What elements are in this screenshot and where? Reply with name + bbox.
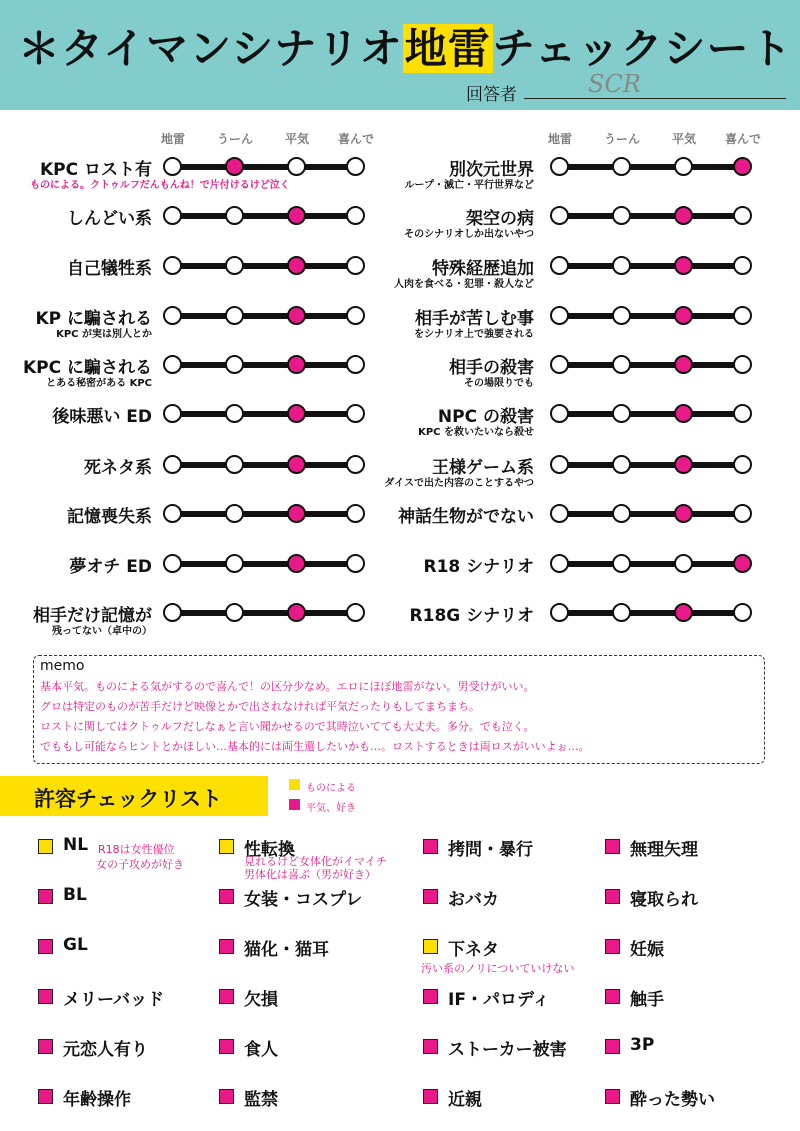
rating-dot[interactable] bbox=[163, 355, 182, 374]
rating-dot[interactable] bbox=[163, 603, 182, 622]
rating-track bbox=[173, 411, 356, 417]
checklist-title: 許容チェックリスト bbox=[34, 787, 222, 811]
title-suffix: チェックシート bbox=[492, 24, 793, 73]
rating-dot[interactable] bbox=[163, 504, 182, 523]
checklist-item-label: IF・パロディ bbox=[448, 990, 550, 1010]
rating-dot[interactable] bbox=[225, 455, 244, 474]
checklist-item-label: 近親 bbox=[448, 1090, 482, 1110]
rating-dot[interactable] bbox=[163, 455, 182, 474]
title-highlight: 地雷 bbox=[404, 24, 491, 73]
checklist-checkbox[interactable] bbox=[605, 1089, 620, 1104]
checklist-checkbox[interactable] bbox=[219, 1039, 234, 1054]
rating-dot[interactable] bbox=[163, 306, 182, 325]
rating-dot[interactable] bbox=[287, 455, 306, 474]
rating-track bbox=[560, 213, 743, 219]
rating-dot[interactable] bbox=[612, 504, 631, 523]
rating-dot[interactable] bbox=[733, 504, 752, 523]
rating-dot[interactable] bbox=[612, 355, 631, 374]
rating-dot[interactable] bbox=[287, 306, 306, 325]
checklist-checkbox[interactable] bbox=[38, 889, 53, 904]
checklist-item-label: 酔った勢い bbox=[630, 1090, 715, 1110]
checklist-item-label: 寝取られ bbox=[630, 890, 698, 910]
rating-row-label: 神話生物がでない bbox=[398, 507, 534, 527]
rating-row-label: 死ネタ系 bbox=[84, 458, 152, 478]
rating-dot[interactable] bbox=[550, 554, 569, 573]
rating-track bbox=[560, 164, 743, 170]
page-title bbox=[18, 16, 792, 76]
memo-title: memo bbox=[40, 658, 85, 674]
rating-dot[interactable] bbox=[346, 603, 365, 622]
rating-row-note: とある秘密がある KPC bbox=[46, 378, 152, 389]
rating-dot[interactable] bbox=[287, 404, 306, 423]
rating-track bbox=[173, 462, 356, 468]
checklist-checkbox[interactable] bbox=[38, 939, 53, 954]
rating-dot[interactable] bbox=[612, 404, 631, 423]
rating-dot[interactable] bbox=[733, 603, 752, 622]
rating-track bbox=[173, 362, 356, 368]
rating-track bbox=[560, 263, 743, 269]
checklist-item-label: 性転換 bbox=[244, 840, 295, 860]
rating-dot[interactable] bbox=[550, 404, 569, 423]
legend-yellow-text: ものによる bbox=[306, 783, 356, 794]
rating-dot[interactable] bbox=[346, 157, 365, 176]
rating-dot[interactable] bbox=[674, 455, 693, 474]
checklist-item-label: メリーバッド bbox=[63, 990, 165, 1010]
checklist-item-note: 男体化は喜ぶ（男が好き） bbox=[244, 868, 376, 881]
rating-dot[interactable] bbox=[733, 355, 752, 374]
scale-label: 地雷 bbox=[160, 132, 185, 146]
checklist-checkbox[interactable] bbox=[423, 1039, 438, 1054]
checklist-checkbox[interactable] bbox=[38, 1089, 53, 1104]
rating-dot[interactable] bbox=[550, 455, 569, 474]
checklist-item-label: 3P bbox=[630, 1035, 655, 1055]
rating-dot[interactable] bbox=[550, 256, 569, 275]
checklist-item-label: 元恋人有り bbox=[63, 1040, 148, 1060]
checklist-checkbox[interactable] bbox=[38, 1039, 53, 1054]
rating-track bbox=[560, 362, 743, 368]
rating-dot[interactable] bbox=[612, 554, 631, 573]
rating-dot[interactable] bbox=[612, 206, 631, 225]
checklist-item-label: 妊娠 bbox=[630, 940, 664, 960]
rating-dot[interactable] bbox=[612, 455, 631, 474]
rating-dot[interactable] bbox=[225, 256, 244, 275]
checklist-checkbox[interactable] bbox=[423, 889, 438, 904]
checklist-checkbox[interactable] bbox=[219, 839, 234, 854]
checklist-checkbox[interactable] bbox=[38, 989, 53, 1004]
rating-dot[interactable] bbox=[346, 504, 365, 523]
checklist-checkbox[interactable] bbox=[605, 939, 620, 954]
rating-row-label: R18 シナリオ bbox=[423, 557, 534, 577]
rating-dot[interactable] bbox=[225, 157, 244, 176]
rating-dot[interactable] bbox=[674, 355, 693, 374]
rating-dot[interactable] bbox=[733, 455, 752, 474]
rating-row-note: ダイスで出た内容のことするやつ bbox=[384, 478, 534, 489]
checklist-checkbox[interactable] bbox=[219, 989, 234, 1004]
rating-dot[interactable] bbox=[163, 206, 182, 225]
rating-dot[interactable] bbox=[550, 355, 569, 374]
rating-row-label: 別次元世界 bbox=[449, 160, 534, 180]
checklist-checkbox[interactable] bbox=[219, 1089, 234, 1104]
checklist-checkbox[interactable] bbox=[38, 839, 53, 854]
checklist-item-label: NL bbox=[63, 835, 89, 855]
rating-dot[interactable] bbox=[225, 404, 244, 423]
rating-track bbox=[560, 462, 743, 468]
rating-dot[interactable] bbox=[674, 206, 693, 225]
answerer-signature: SCR bbox=[588, 70, 641, 98]
rating-row-note: KPC を救いたいなら殺せ bbox=[418, 427, 534, 438]
rating-track bbox=[173, 164, 356, 170]
rating-track bbox=[173, 213, 356, 219]
rating-dot[interactable] bbox=[346, 404, 365, 423]
rating-dot[interactable] bbox=[163, 554, 182, 573]
checklist-item-label: 無理矢理 bbox=[630, 840, 698, 860]
rating-track bbox=[173, 610, 356, 616]
rating-dot[interactable] bbox=[612, 603, 631, 622]
rating-dot[interactable] bbox=[346, 554, 365, 573]
rating-dot[interactable] bbox=[287, 603, 306, 622]
scale-label: 平気 bbox=[284, 132, 309, 146]
rating-dot[interactable] bbox=[733, 554, 752, 573]
rating-dot[interactable] bbox=[163, 157, 182, 176]
checklist-item-label: BL bbox=[63, 885, 87, 905]
rating-row-note: ループ・滅亡・平行世界など bbox=[404, 180, 534, 191]
checklist-item-note: 汚い系のノリについていけない bbox=[421, 962, 575, 975]
rating-dot[interactable] bbox=[674, 404, 693, 423]
rating-dot[interactable] bbox=[225, 603, 244, 622]
rating-row-label: 記憶喪失系 bbox=[67, 507, 152, 527]
checklist-item-label: 女装・コスプレ bbox=[244, 890, 363, 910]
memo-line: 基本平気。ものによる気がするので喜んで！の区分少なめ。エロにほぼ地雷がない。男受けがいい。 bbox=[40, 680, 535, 693]
rating-dot[interactable] bbox=[733, 206, 752, 225]
checklist-checkbox[interactable] bbox=[423, 989, 438, 1004]
rating-dot[interactable] bbox=[287, 355, 306, 374]
legend-pink-text: 平気、好き bbox=[306, 803, 356, 814]
rating-dot[interactable] bbox=[674, 306, 693, 325]
scale-label: 喜んで bbox=[724, 132, 761, 146]
rating-dot[interactable] bbox=[674, 554, 693, 573]
rating-row-label: KP に騙される bbox=[35, 309, 152, 329]
rating-track bbox=[173, 561, 356, 567]
rating-dot[interactable] bbox=[733, 157, 752, 176]
checklist-item-label: 触手 bbox=[630, 990, 664, 1010]
rating-dot[interactable] bbox=[612, 306, 631, 325]
rating-track bbox=[560, 511, 743, 517]
checklist-checkbox[interactable] bbox=[219, 939, 234, 954]
rating-row-label: KPC ロスト有 bbox=[39, 160, 152, 180]
rating-dot[interactable] bbox=[550, 504, 569, 523]
checklist-checkbox[interactable] bbox=[423, 939, 438, 954]
answerer-line bbox=[524, 98, 786, 99]
rating-row-note: ものによる。クトゥルフだんもんね！で片付けるけど泣く bbox=[30, 180, 290, 191]
rating-dot[interactable] bbox=[674, 256, 693, 275]
rating-dot[interactable] bbox=[550, 306, 569, 325]
rating-dot[interactable] bbox=[287, 504, 306, 523]
rating-row-label: 相手の殺害 bbox=[449, 358, 534, 378]
rating-row-label: R18G シナリオ bbox=[409, 606, 534, 626]
checklist-item-label: 監禁 bbox=[244, 1090, 278, 1110]
checklist-item-note: 見れるけど女体化がイマイチ bbox=[244, 855, 387, 868]
scale-label: 喜んで bbox=[337, 132, 374, 146]
rating-dot[interactable] bbox=[346, 256, 365, 275]
rating-track bbox=[560, 411, 743, 417]
rating-dot[interactable] bbox=[612, 157, 631, 176]
rating-track bbox=[173, 263, 356, 269]
checklist-checkbox[interactable] bbox=[605, 1039, 620, 1054]
answerer-label: 回答者 bbox=[466, 85, 517, 105]
rating-dot[interactable] bbox=[346, 355, 365, 374]
rating-dot[interactable] bbox=[163, 404, 182, 423]
scale-label: 平気 bbox=[671, 132, 696, 146]
rating-dot[interactable] bbox=[674, 504, 693, 523]
rating-row-label: しんどい系 bbox=[67, 209, 152, 229]
rating-dot[interactable] bbox=[733, 256, 752, 275]
checklist-item-label: GL bbox=[63, 935, 88, 955]
rating-dot[interactable] bbox=[550, 603, 569, 622]
rating-row-label: 王様ゲーム系 bbox=[432, 458, 534, 478]
checklist-checkbox[interactable] bbox=[605, 889, 620, 904]
checklist-checkbox[interactable] bbox=[219, 889, 234, 904]
rating-dot[interactable] bbox=[225, 504, 244, 523]
rating-dot[interactable] bbox=[287, 554, 306, 573]
checklist-item-note: 女の子攻めが好き bbox=[96, 858, 184, 871]
rating-dot[interactable] bbox=[225, 554, 244, 573]
rating-dot[interactable] bbox=[674, 603, 693, 622]
rating-dot[interactable] bbox=[346, 455, 365, 474]
checklist-checkbox[interactable] bbox=[605, 989, 620, 1004]
rating-dot[interactable] bbox=[733, 306, 752, 325]
rating-dot[interactable] bbox=[550, 157, 569, 176]
checklist-item-note: R18は女性優位 bbox=[98, 843, 175, 856]
checklist-item-label: 年齢操作 bbox=[63, 1090, 131, 1110]
scale-label: うーん bbox=[603, 132, 640, 146]
memo-line: でももし可能ならヒントとかほしい…基本的には両生還したいかも…。ロストするときは両ロスがいいよぉ…。 bbox=[40, 740, 590, 753]
rating-track bbox=[560, 561, 743, 567]
rating-row-label: 後味悪い ED bbox=[52, 407, 152, 427]
checklist-item-label: ストーカー被害 bbox=[448, 1040, 567, 1060]
checklist-item-label: 下ネタ bbox=[448, 940, 499, 960]
rating-row-label: 夢オチ ED bbox=[69, 557, 152, 577]
legend-pink-swatch bbox=[289, 799, 300, 810]
rating-row-label: KPC に騙される bbox=[22, 358, 152, 378]
legend-yellow-swatch bbox=[289, 779, 300, 790]
scale-label: うーん bbox=[216, 132, 253, 146]
checklist-item-label: 欠損 bbox=[244, 990, 278, 1010]
rating-row-label: 架空の病 bbox=[466, 209, 534, 229]
rating-row-label: 相手だけ記憶が bbox=[33, 606, 152, 626]
rating-row-label: 特殊経歴追加 bbox=[432, 259, 534, 279]
rating-dot[interactable] bbox=[225, 355, 244, 374]
checklist-item-label: 食人 bbox=[244, 1040, 278, 1060]
rating-dot[interactable] bbox=[674, 157, 693, 176]
rating-track bbox=[560, 313, 743, 319]
rating-row-label: 自己犠牲系 bbox=[67, 259, 152, 279]
title-prefix: ＊タイマンシナリオ bbox=[18, 24, 403, 73]
rating-row-note: 残ってない（卓中の） bbox=[52, 626, 152, 637]
rating-track bbox=[173, 511, 356, 517]
rating-dot[interactable] bbox=[225, 306, 244, 325]
checklist-checkbox[interactable] bbox=[423, 839, 438, 854]
rating-dot[interactable] bbox=[612, 256, 631, 275]
rating-dot[interactable] bbox=[550, 206, 569, 225]
rating-row-note: そのシナリオしか出ないやつ bbox=[404, 229, 534, 240]
checklist-item-label: 猫化・猫耳 bbox=[244, 940, 329, 960]
rating-track bbox=[560, 610, 743, 616]
rating-dot[interactable] bbox=[287, 157, 306, 176]
rating-track bbox=[173, 313, 356, 319]
rating-dot[interactable] bbox=[346, 206, 365, 225]
scale-label: 地雷 bbox=[547, 132, 572, 146]
rating-dot[interactable] bbox=[733, 404, 752, 423]
rating-dot[interactable] bbox=[163, 256, 182, 275]
rating-row-note: をシナリオ上で強要される bbox=[414, 329, 534, 340]
checklist-item-label: おバカ bbox=[448, 890, 499, 910]
checklist-checkbox[interactable] bbox=[423, 1089, 438, 1104]
checklist-checkbox[interactable] bbox=[605, 839, 620, 854]
rating-dot[interactable] bbox=[346, 306, 365, 325]
memo-line: グロは特定のものが苦手だけど映像とかで出されなければ平気だったりもしてまちまち。 bbox=[40, 700, 480, 713]
rating-row-label: NPC の殺害 bbox=[437, 407, 534, 427]
memo-line: ロストに関してはクトゥルフだしなぁと言い聞かせるので其時泣いてても大丈夫。多分。でも泣く。 bbox=[40, 720, 535, 733]
rating-dot[interactable] bbox=[225, 206, 244, 225]
rating-row-note: その場限りでも bbox=[464, 378, 534, 389]
memo-box bbox=[33, 655, 765, 764]
checklist-item-label: 拷問・暴行 bbox=[448, 840, 533, 860]
rating-row-note: KPC が実は別人とか bbox=[56, 329, 152, 340]
rating-dot[interactable] bbox=[287, 206, 306, 225]
rating-row-note: 人肉を食べる・犯罪・殺人など bbox=[394, 279, 534, 290]
rating-row-label: 相手が苦しむ事 bbox=[415, 309, 534, 329]
rating-dot[interactable] bbox=[287, 256, 306, 275]
